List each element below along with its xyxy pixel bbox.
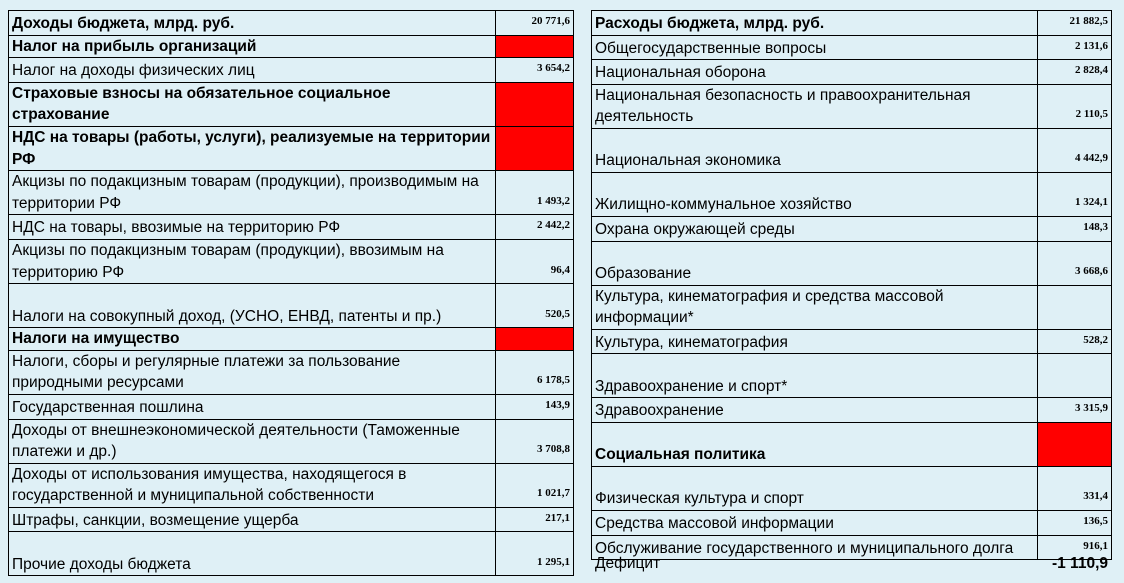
revenues-row-value: 143,9 [496, 394, 574, 419]
expenditures-row-label: Культура, кинематография [592, 329, 1038, 354]
expenditures-header-value: 21 882,5 [1038, 11, 1112, 36]
expenditures-row-value: 3 315,9 [1038, 398, 1112, 423]
revenues-row-value: 3 708,8 [496, 419, 574, 463]
revenues-row-label: Налог на прибыль организаций [9, 35, 496, 58]
revenues-row-value: 1 295,1 [496, 532, 574, 576]
expenditures-row-label: Здравоохранение и спорт* [592, 354, 1038, 398]
revenues-row-value: 3 654,2 [496, 58, 574, 83]
expenditures-row [592, 285, 1112, 329]
expenditures-row [592, 84, 1112, 128]
revenues-row-label: НДС на товары, ввозимые на территорию РФ [9, 215, 496, 240]
revenues-header-value: 20 771,6 [496, 11, 574, 36]
expenditures-row-value: 331,4 [1038, 466, 1112, 510]
revenues-row [9, 328, 574, 351]
revenues-row [9, 58, 574, 83]
expenditures-row-value [1038, 354, 1112, 398]
expenditures-row [592, 422, 1112, 466]
expenditures-row-value: 2 110,5 [1038, 84, 1112, 128]
expenditures-row-label: Здравоохранение [592, 398, 1038, 423]
expenditures-row-value: 4 442,9 [1038, 128, 1112, 172]
revenues-row-label: Доходы от использования имущества, находящегося в государственной и муниципальной собственности [9, 463, 496, 507]
revenues-row-value [496, 35, 574, 58]
expenditures-row [592, 216, 1112, 241]
revenues-row [9, 350, 574, 394]
revenues-row [9, 532, 574, 576]
expenditures-row-label: Культура, кинематография и средства массовой информации* [592, 285, 1038, 329]
revenues-row-label: Акцизы по подакцизным товарам (продукции), ввозимым на территорию РФ [9, 239, 496, 283]
expenditures-row [592, 128, 1112, 172]
revenues-row-label: Прочие доходы бюджета [9, 532, 496, 576]
revenues-row-value: 96,4 [496, 239, 574, 283]
expenditures-row-value: 916,1 [1038, 535, 1112, 560]
revenues-row-label: Доходы от внешнеэкономической деятельности (Таможенные платежи и др.) [9, 419, 496, 463]
expenditures-row [592, 329, 1112, 354]
expenditures-header-row [592, 11, 1112, 36]
revenues-row-label: Налоги, сборы и регулярные платежи за пользование природными ресурсами [9, 350, 496, 394]
revenues-row-value: 520,5 [496, 284, 574, 328]
expenditures-row-label: Средства массовой информации [592, 510, 1038, 535]
revenues-row-value: 1 493,2 [496, 171, 574, 215]
expenditures-row-label: Национальная экономика [592, 128, 1038, 172]
expenditures-row [592, 466, 1112, 510]
expenditures-row-label: Физическая культура и спорт [592, 466, 1038, 510]
revenues-row [9, 419, 574, 463]
expenditures-row-label: Национальная безопасность и правоохранительная деятельность [592, 84, 1038, 128]
revenues-row [9, 284, 574, 328]
expenditures-row-label: Социальная политика [592, 422, 1038, 466]
revenues-row-label: Страховые взносы на обязательное социальное страхование [9, 82, 496, 126]
expenditures-row-value: 2 828,4 [1038, 60, 1112, 85]
revenues-row-value [496, 126, 574, 170]
revenues-row-label: Государственная пошлина [9, 394, 496, 419]
revenues-row-value: 2 442,2 [496, 215, 574, 240]
expenditures-row-label: Национальная оборона [592, 60, 1038, 85]
expenditures-row-value [1038, 285, 1112, 329]
revenues-header-label: Доходы бюджета, млрд. руб. [9, 11, 496, 36]
expenditures-row-value [1038, 422, 1112, 466]
revenues-row [9, 239, 574, 283]
expenditures-row [592, 241, 1112, 285]
revenues-row-value: 1 021,7 [496, 463, 574, 507]
expenditures-row [592, 398, 1112, 423]
expenditures-row [592, 172, 1112, 216]
revenues-row-label: Налоги на имущество [9, 328, 496, 351]
expenditures-header-label: Расходы бюджета, млрд. руб. [592, 11, 1038, 36]
revenues-table [8, 10, 574, 576]
revenues-row-label: Штрафы, санкции, возмещение ущерба [9, 507, 496, 532]
revenues-row-value [496, 82, 574, 126]
expenditures-row [592, 35, 1112, 60]
expenditures-table [591, 10, 1112, 560]
revenues-row [9, 215, 574, 240]
expenditures-row-label: Обслуживание государственного и муниципального долга [592, 535, 1038, 560]
revenues-row-value [496, 328, 574, 351]
revenues-row-label: Налог на доходы физических лиц [9, 58, 496, 83]
expenditures-row [592, 60, 1112, 85]
revenues-row [9, 394, 574, 419]
expenditures-row-label: Охрана окружающей среды [592, 216, 1038, 241]
revenues-row-value: 6 178,5 [496, 350, 574, 394]
expenditures-row-label: Образование [592, 241, 1038, 285]
expenditures-row [592, 510, 1112, 535]
revenues-row [9, 126, 574, 170]
revenues-row-label: Налоги на совокупный доход, (УСНО, ЕНВД, патенты и пр.) [9, 284, 496, 328]
deficit-label: Дефицит [595, 555, 661, 572]
revenues-row [9, 507, 574, 532]
revenues-row [9, 171, 574, 215]
deficit-row [591, 552, 1111, 576]
expenditures-row-value: 148,3 [1038, 216, 1112, 241]
expenditures-row-value: 2 131,6 [1038, 35, 1112, 60]
expenditures-row [592, 354, 1112, 398]
expenditures-row-value: 528,2 [1038, 329, 1112, 354]
expenditures-row-value: 3 668,6 [1038, 241, 1112, 285]
deficit-value: -1 110,9 [1051, 555, 1108, 572]
revenues-row-label: НДС на товары (работы, услуги), реализуемые на территории РФ [9, 126, 496, 170]
expenditures-row-value: 136,5 [1038, 510, 1112, 535]
revenues-row [9, 35, 574, 58]
revenues-header-row [9, 11, 574, 36]
revenues-row-value: 217,1 [496, 507, 574, 532]
revenues-row-label: Акцизы по подакцизным товарам (продукции), производимым на территории РФ [9, 171, 496, 215]
revenues-row [9, 82, 574, 126]
expenditures-row-value: 1 324,1 [1038, 172, 1112, 216]
expenditures-row-label: Жилищно-коммунальное хозяйство [592, 172, 1038, 216]
expenditures-row-label: Общегосударственные вопросы [592, 35, 1038, 60]
revenues-row [9, 463, 574, 507]
